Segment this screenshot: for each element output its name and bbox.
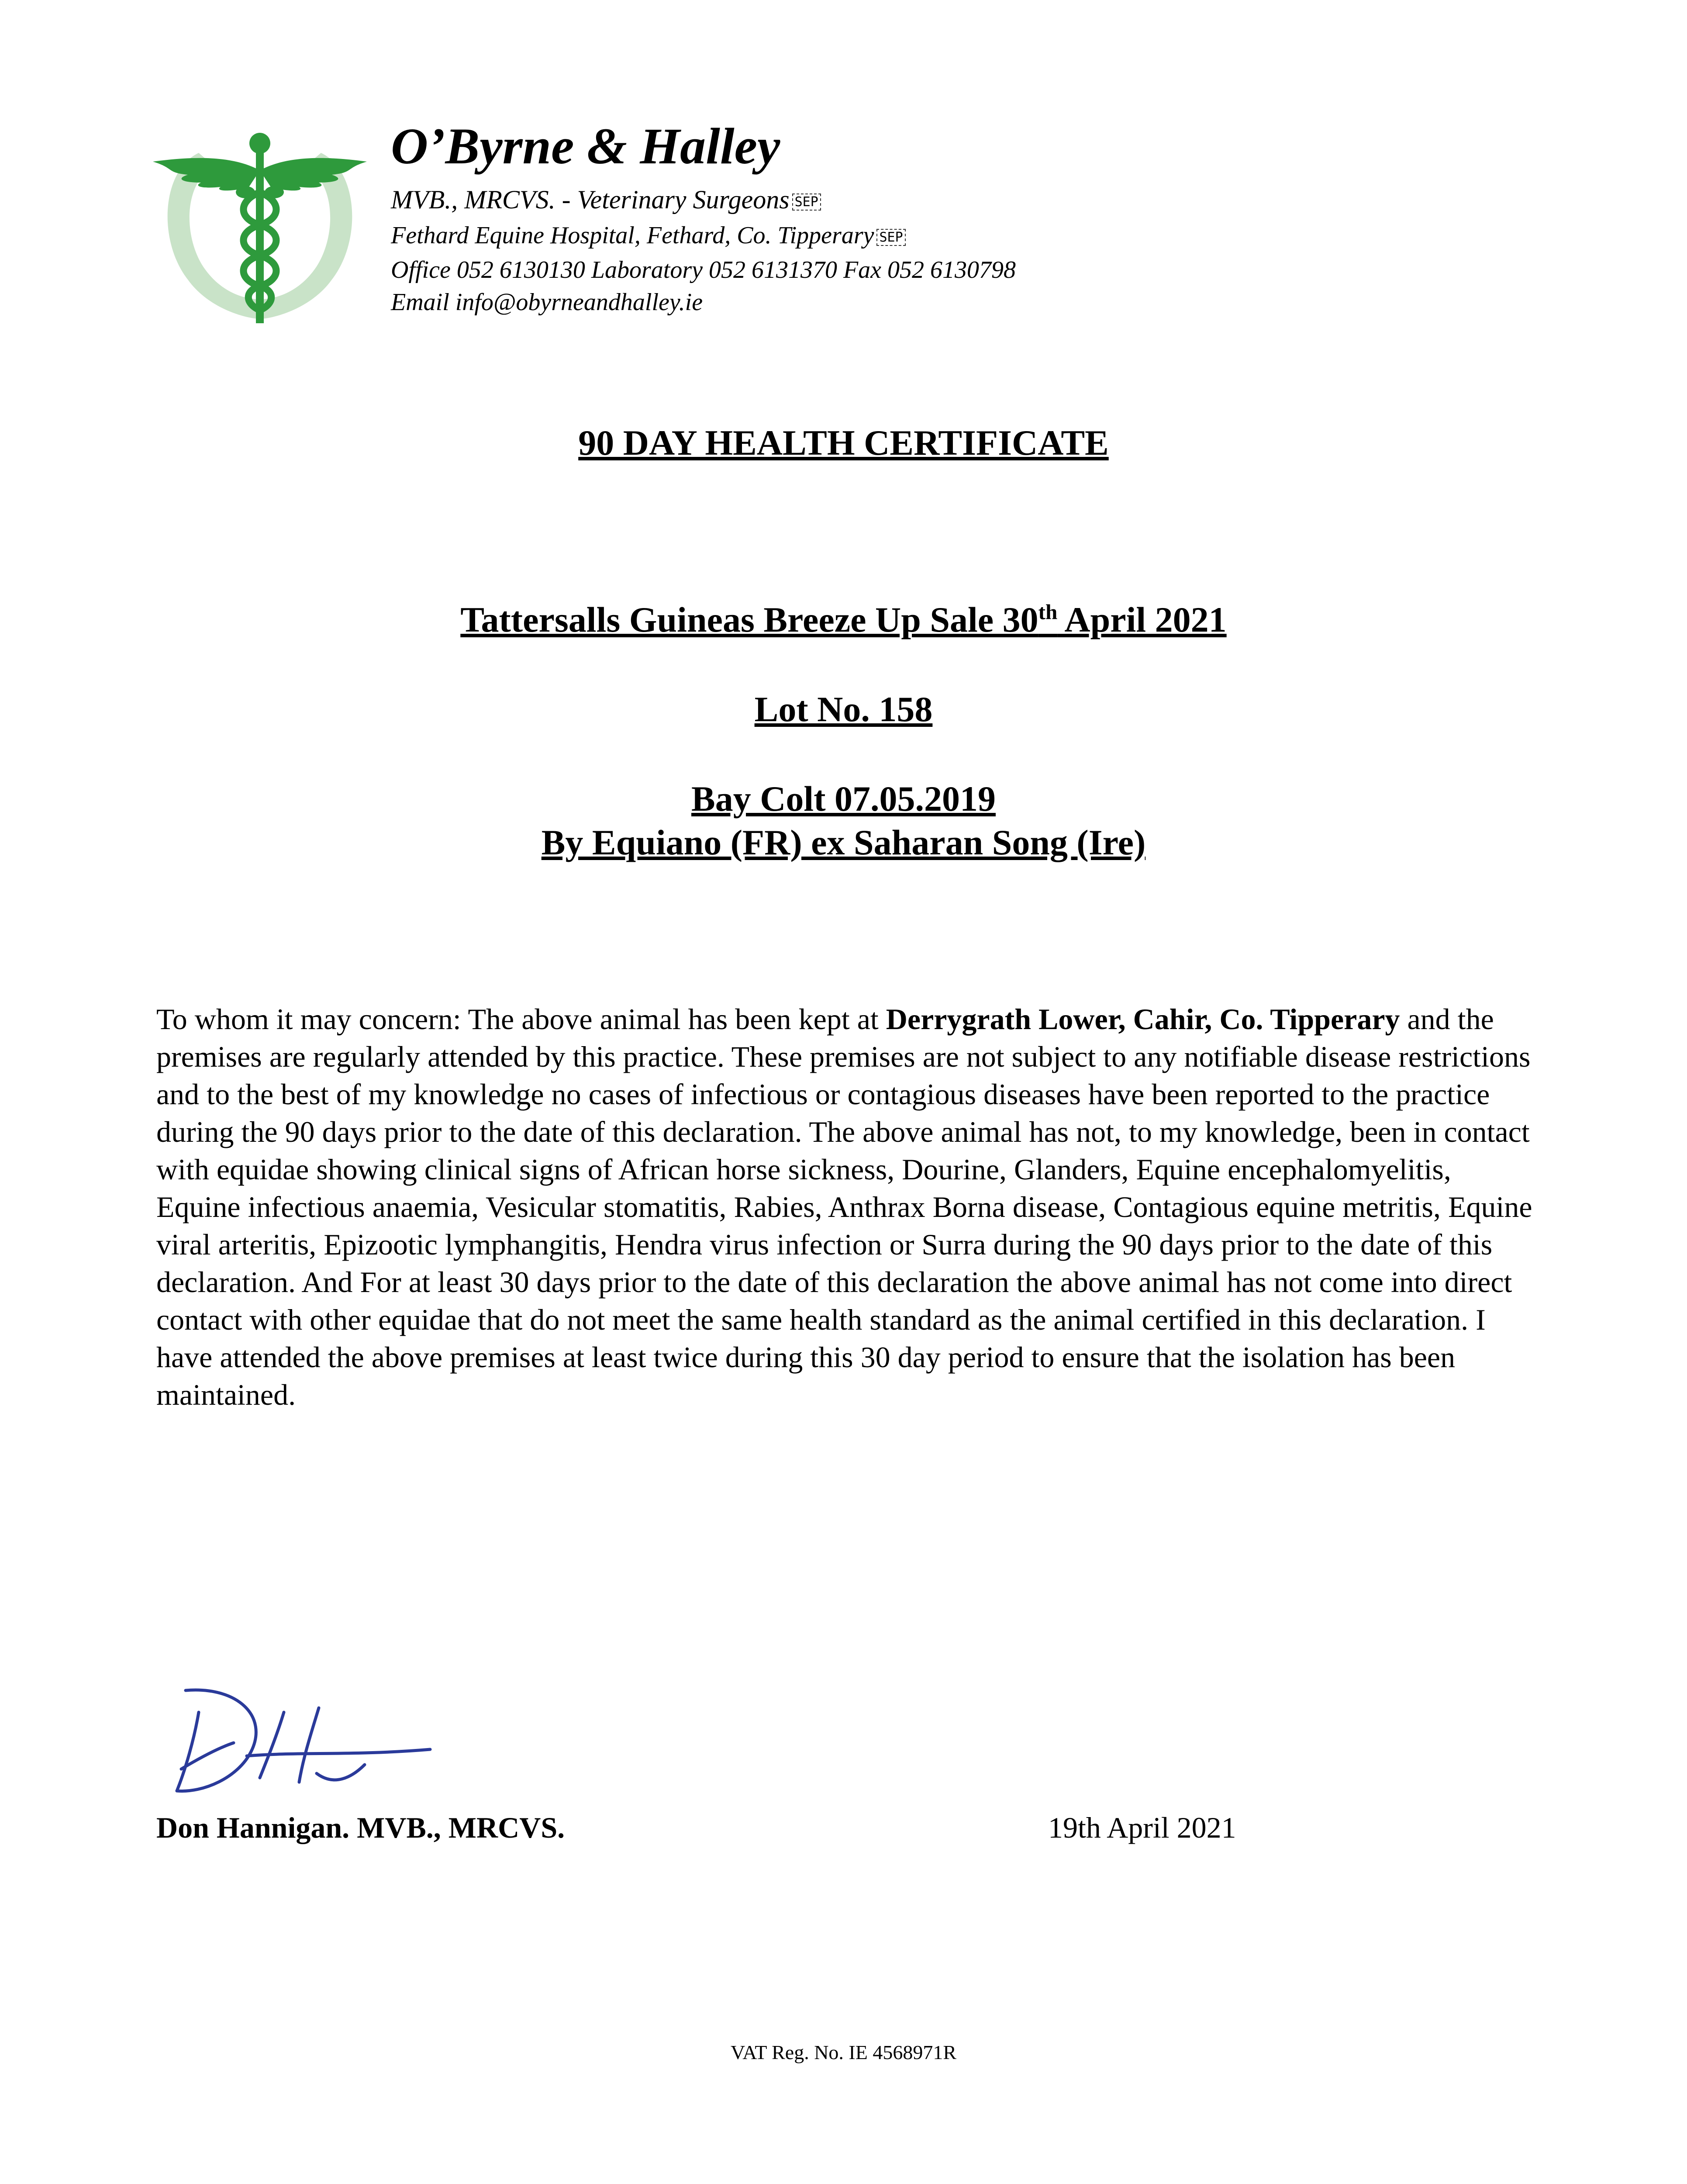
phone-numbers: Office 052 6130130 Laboratory 052 6131370 Fax 052 6130798 [391, 256, 1016, 284]
address-line [391, 219, 1016, 254]
letterhead [391, 118, 1016, 318]
firm-name: O’Byrne & Halley [391, 117, 780, 175]
handwritten-signature [168, 1682, 439, 1804]
sale-heading [0, 598, 1687, 641]
address: Fethard Equine Hospital, Fethard, Co. Tipperary [391, 222, 874, 249]
separator-glyph: SEP [876, 229, 905, 246]
declaration-intro: To whom it may concern: The above animal has been kept at [156, 1002, 886, 1036]
declaration-text: and the premises are regularly attended by this practice. These premises are not subject to any notifiable disease restrictions and to the best of my knowledge no cases of infectious or contagious diseases have been reported to the practice during the 90 days prior to the date of this declaration. The above animal has not, to my knowledge, been in contact with equidae showing clinical signs of African horse sickness, Dourine, Glanders, Equine encephalomyelitis, Equine infectious anaemia, Vesicular stomatitis, Rabies, Anthrax Borna disease, Contagious equine metritis, Equine viral arteritis, Epizootic lymphangitis, Hendra virus infection or Surra during the 90 days prior to the date of this declaration. And For at least 30 days prior to the date of this declaration the above animal has not come into direct contact with other equidae that do not meet the same health standard as the animal certified in this declaration. I have attended the above premises at least twice during this 30 day period to ensure that the isolation has been maintained. [156, 1002, 1532, 1411]
sale-ordinal: th [1038, 600, 1058, 624]
signature-date: 19th April 2021 [1048, 1811, 1236, 1844]
horse-breeding: By Equiano (FR) ex Saharan Song (Ire) [541, 822, 1146, 862]
declaration-paragraph [156, 1000, 1541, 1413]
caduceus-horseshoe-logo [148, 131, 371, 328]
certificate-title: 90 DAY HEALTH CERTIFICATE [578, 423, 1109, 463]
separator-glyph: SEP [792, 194, 821, 211]
lot-number: Lot No. 158 [754, 689, 933, 729]
signer-name: Don Hannigan. MVB., MRCVS. [156, 1811, 565, 1844]
horse-description: Bay Colt 07.05.2019 [691, 779, 996, 819]
qualifications-line [391, 183, 1016, 219]
premises-location: Derrygrath Lower, Cahir, Co. Tipperary [886, 1002, 1400, 1036]
vat-registration: VAT Reg. No. IE 4568971R [730, 2041, 957, 2063]
sale-suffix: April 2021 [1057, 600, 1227, 639]
qualifications: MVB., MRCVS. - Veterinary Surgeons [391, 185, 790, 214]
email-address: Email info@obyrneandhalley.ie [391, 289, 703, 316]
sale-prefix: Tattersalls Guineas Breeze Up Sale 30 [460, 600, 1038, 639]
